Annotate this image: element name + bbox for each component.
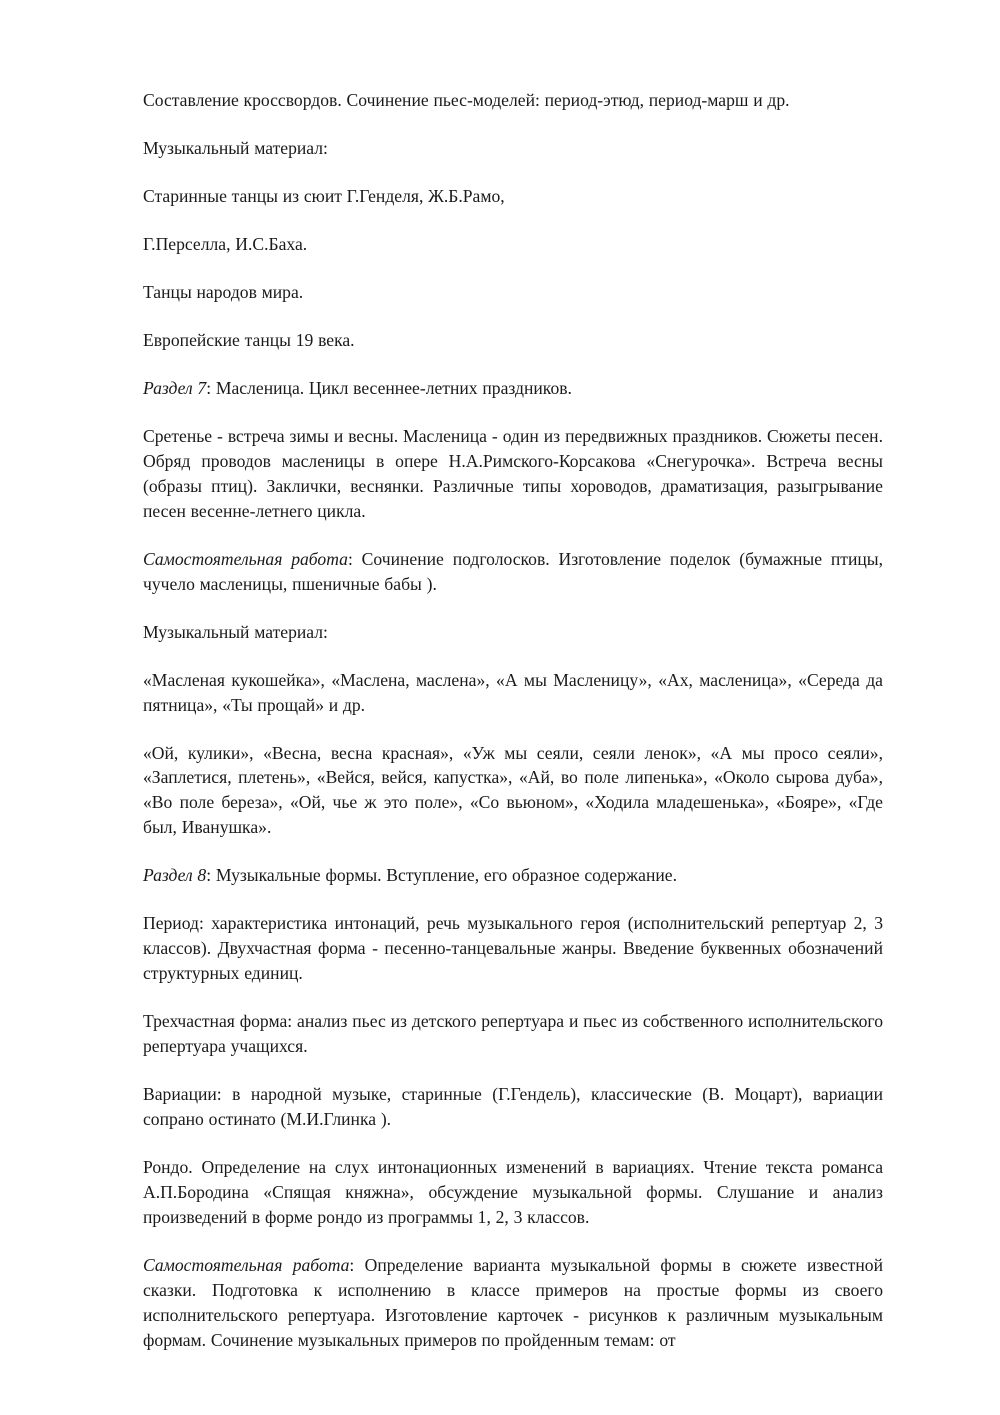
- section-7-label: Раздел 7: [143, 377, 207, 398]
- independent-work-label-1: Самостоятельная работа: [143, 548, 348, 569]
- paragraph-independent-work-1: [143, 547, 883, 597]
- paragraph-period-description: Период: характеристика интонаций, речь музыкального героя (исполнительский репертуар 2, 3 классов). Двухчастная форма - песенно-танцевальные жанры. Введение буквенных обозначений структурных единиц.: [143, 913, 883, 984]
- paragraph-crosswords: Составление кроссвордов. Сочинение пьес-моделей: период-этюд, период-марш и др.: [143, 90, 790, 110]
- paragraph-rondo: Рондо. Определение на слух интонационных изменений в вариациях. Чтение текста романса А.П.Бородина «Спящая княжна», обсуждение музыкальной формы. Слушание и анализ произведений в форме рондо из программы 1, 2, 3 классов.: [143, 1157, 883, 1228]
- paragraph-section-7-heading: [143, 376, 883, 401]
- paragraph-three-part-form: Трехчастная форма: анализ пьес из детского репертуара и пьес из собственного исполнительского репертуара учащихся.: [143, 1011, 883, 1057]
- paragraph-section-8-heading: [143, 863, 883, 888]
- paragraph-european-dances: Европейские танцы 19 века.: [143, 329, 355, 350]
- section-8-title: : Музыкальные формы. Вступление, его образное содержание.: [206, 865, 677, 886]
- paragraph-independent-work-2: [143, 1253, 883, 1353]
- paragraph-purcell-bach: Г.Перселла, И.С.Баха.: [143, 233, 308, 254]
- paragraph-variations: Вариации: в народной музыке, старинные (Г.Гендель), классические (В. Моцарт), вариации сопрано остинато (М.И.Глинка ).: [143, 1084, 883, 1130]
- section-7-title: : Масленица. Цикл весеннее-летних праздников.: [206, 377, 572, 398]
- independent-work-text-2: : Определение варианта музыкальной формы в сюжете известной сказки. Подготовка к исполнению в классе примеров на простые формы из своего исполнительского репертуара. Изготовление карточек - рисунков к различным музыкальным формам. Сочинение музыкальных примеров по пройденным темам: от: [143, 1255, 883, 1350]
- independent-work-label-2: Самостоятельная работа: [143, 1255, 350, 1276]
- paragraph-music-material-heading-2: Музыкальный материал:: [143, 621, 328, 642]
- paragraph-world-dances: Танцы народов мира.: [143, 281, 304, 302]
- paragraph-songs-list-1: «Масленая кукошейка», «Маслена, маслена», «А мы Масленицу», «Ах, масленица», «Середа да пятница», «Ты прощай» и др.: [143, 669, 883, 715]
- paragraph-songs-list-2: «Ой, кулики», «Весна, весна красная», «Уж мы сеяли, сеяли ленок», «А мы просо сеяли», «Заплетися, плетень», «Вейся, вейся, капустка», «Ай, во поле липенька», «Около сырова дуба», «Во поле береза», «Ой, чье ж это поле», «Со вьюном», «Ходила младешенька», «Бояре», «Где был, Иванушка».: [143, 742, 883, 838]
- document-body: [143, 88, 883, 1353]
- paragraph-old-dances: Старинные танцы из сюит Г.Генделя, Ж.Б.Рамо,: [143, 185, 505, 206]
- paragraph-music-material-heading-1: Музыкальный материал:: [143, 137, 328, 158]
- section-8-label: Раздел 8: [143, 865, 207, 886]
- independent-work-text-1: : Сочинение подголосков. Изготовление поделок (бумажные птицы, чучело масленицы, пшеничные бабы ).: [143, 548, 883, 594]
- paragraph-section-7-body: Сретенье - встреча зимы и весны. Масленица - один из передвижных праздников. Сюжеты песен. Обряд проводов масленицы в опере Н.А.Римского-Корсакова «Снегурочка». Встреча весны (образы птиц). Заклички, веснянки. Различные типы хороводов, драматизация, разыгрывание песен весенне-летнего цикла.: [143, 425, 883, 521]
